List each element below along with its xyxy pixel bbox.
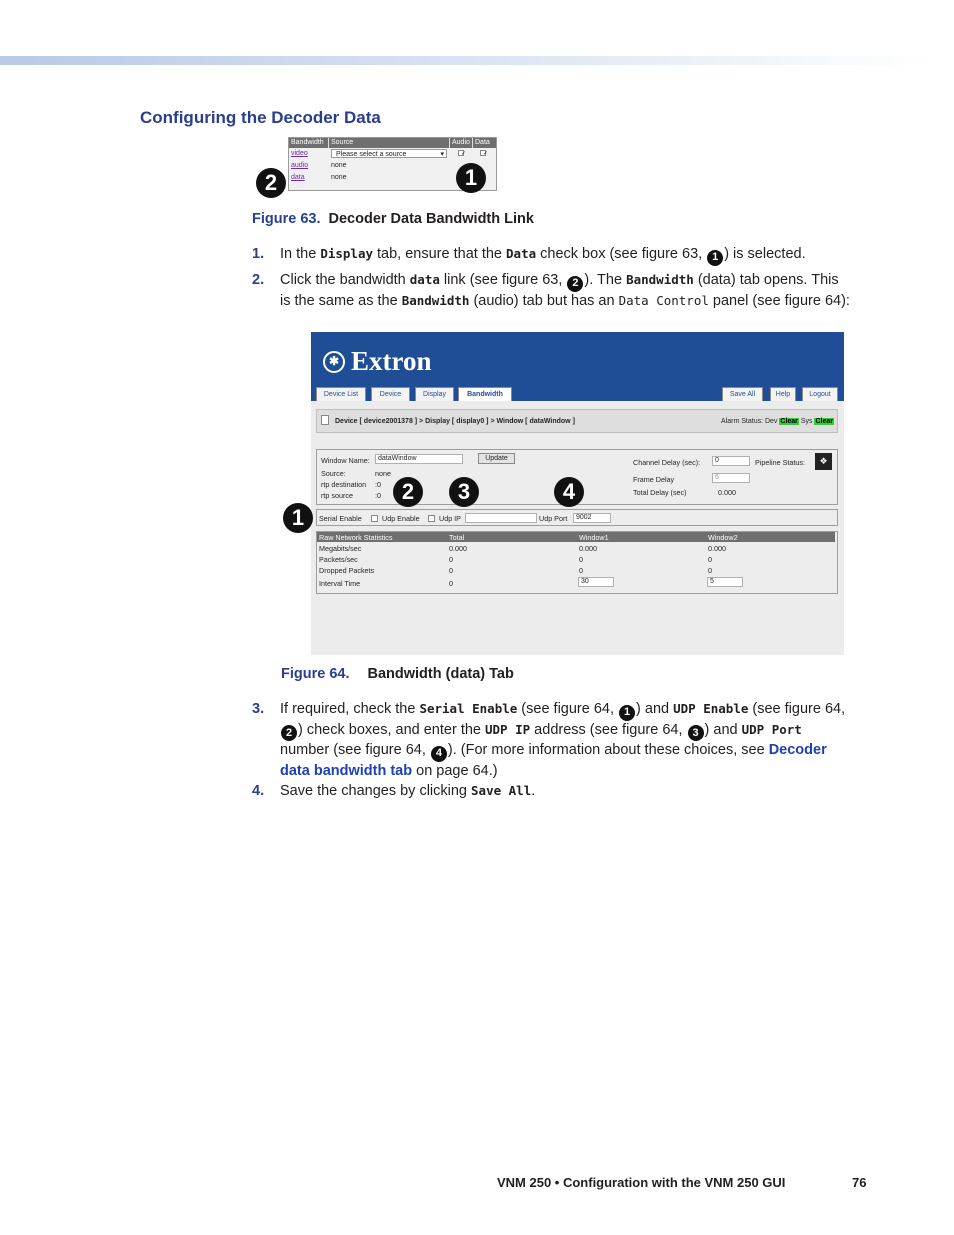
inline-callout-3: 3 [688,725,704,741]
frame-delay-label: Frame Delay [633,475,675,484]
step-1: 1. In the Display tab, ensure that the Data check box (see figure 63, 1 ) is selected. [252,245,852,266]
fig63-header [289,138,496,148]
stats-row-label: Packets/sec [319,555,358,564]
code-data-control: Data Control [618,292,709,308]
udp-port-label: Udp Port [539,514,568,523]
breadcrumb-path: Device [ device2001378 ] > Display [ display0 ] > Window [ dataWindow ] [335,418,575,425]
tab-device-list[interactable]: Device List [316,387,366,401]
page-number: 76 [852,1175,867,1190]
rtp-destination-label: rtp destination [321,480,367,489]
figure-63-title: Decoder Data Bandwidth Link [328,211,534,227]
alarm-sys-badge: Clear [815,418,833,425]
channel-delay-input[interactable]: 0 [712,456,750,466]
stats-row-label: Megabits/sec [319,544,362,553]
fig63-header-source: Source [329,138,450,148]
udp-ip-label: Udp IP [439,514,461,523]
code-save-all: Save All [471,783,532,798]
code-serial-enable: Serial Enable [419,701,518,716]
inline-callout-2: 2 [567,276,583,292]
callout-2: 2 [256,168,286,198]
fig63-link-video[interactable]: video [291,150,308,157]
figure-64-number: Figure 64. [281,666,350,682]
callout-2: 2 [393,477,423,507]
fig63-source-data: none [331,174,347,181]
window-name-label: Window Name: [321,456,370,465]
code-display: Display [320,246,373,261]
callout-1: 1 [283,503,313,533]
rtp-source-value: :0 [375,491,381,500]
rtp-source-label: rtp source [321,491,353,500]
alarm-status: Alarm Status: Dev Clear Sys Clear [721,418,833,425]
dropdown-arrow-icon: ▾ [440,151,444,158]
udp-ip-input[interactable] [465,513,537,523]
serial-enable-checkbox[interactable] [371,515,378,522]
stats-header: Raw Network Statistics Total Window1 Window2 [317,532,835,542]
footer-text: VNM 250 • Configuration with the VNM 250 GUI [497,1175,786,1190]
window2-interval-input[interactable]: 5 [707,577,743,587]
step-3: 3. If required, check the Serial Enable (see figure 64, 1 ) and UDP Enable (see figure 64, 2 ) check boxes, and enter the UDP IP address (see figure 64, 3 ) and UDP Port number (see figure 64, 4 ). (For more information about these choices, see Decoder data bandwidth tab on page 64.) [252,701,846,779]
fig63-header-bandwidth: Bandwidth [289,138,329,148]
fig63-data-checkbox[interactable]: ✓ [480,150,486,156]
fig63-source-select[interactable]: Please select a source ▾ [331,149,447,158]
frame-delay-input[interactable]: 6 [712,473,750,483]
tab-bandwidth[interactable]: Bandwidth [458,387,512,401]
code-bandwidth: Bandwidth [626,272,694,287]
inline-callout-1: 1 [707,250,723,266]
step-4: 4. Save the changes by clicking Save All. [252,783,536,799]
source-label: Source: [321,469,346,478]
serial-enable-label: Serial Enable [319,514,362,523]
fig63-header-data: Data [475,139,490,146]
save-all-button[interactable]: Save All [722,387,763,401]
figure-63-number: Figure 63. [252,211,321,227]
network-statistics-panel: Raw Network Statistics Total Window1 Window2 Megabits/sec 0.000 0.000 0.000 Packets/sec 0 0 0 Dropped Packets 0 0 0 Interval Time 0 30 5 [316,531,838,594]
stats-row-label: Interval Time [319,579,361,588]
code-bandwidth-2: Bandwidth [401,292,470,308]
step-1-number: 1. [252,246,265,262]
callout-3: 3 [449,477,479,507]
fig63-link-data[interactable]: data [291,174,305,181]
tab-device[interactable]: Device [371,387,410,401]
page-icon [321,415,329,425]
extron-logo: ✱ Extron [323,346,432,377]
breadcrumb [316,409,838,433]
window1-interval-input[interactable]: 30 [578,577,614,587]
udp-enable-checkbox[interactable] [428,515,435,522]
inline-callout-2: 2 [281,725,297,741]
code-data: Data [506,246,537,261]
figure-64-caption [281,666,514,682]
logout-button[interactable]: Logout [802,387,838,401]
callout-1: 1 [456,163,486,193]
decoder-data-bandwidth-link[interactable]: Decoder data bandwidth tab [280,742,827,779]
step-2-number: 2. [252,272,265,288]
fig63-source-audio: none [331,162,347,169]
code-data-link: data [409,272,440,287]
step-4-number: 4. [252,783,265,799]
rtp-destination-value: :0 [375,480,381,489]
stats-row-label: Dropped Packets [319,566,375,575]
total-delay-label: Total Delay (sec) [633,488,687,497]
window-name-input[interactable]: dataWindow [375,454,463,464]
section-title: Configuring the Decoder Data [140,108,381,127]
extron-logo-icon: ✱ [323,351,345,373]
figure-63-caption [252,211,534,227]
inline-callout-1: 1 [619,705,635,721]
fig63-link-audio[interactable]: audio [291,162,309,169]
alarm-dev-badge: Clear [780,418,798,425]
pipeline-status-icon: ❖ [815,453,832,470]
fig63-row-video [289,148,496,160]
udp-port-input[interactable]: 9002 [573,513,611,523]
code-udp-port: UDP Port [741,721,802,737]
help-button[interactable]: Help [770,387,796,401]
header-gradient-bar [0,56,930,65]
update-button[interactable]: Update [478,453,515,464]
total-delay-value: 0.000 [718,488,736,497]
udp-enable-label: Udp Enable [382,514,420,523]
code-udp-ip: UDP IP [485,721,531,737]
code-udp-enable: UDP Enable [673,701,749,716]
inline-callout-4: 4 [431,746,447,762]
source-value: none [375,469,391,478]
tab-display[interactable]: Display [415,387,454,401]
step-3-number: 3. [252,701,265,717]
pipeline-status-label: Pipeline Status: [755,458,805,467]
callout-4: 4 [554,477,584,507]
fig63-header-audio: Audio [450,138,473,148]
figure-64-title: Bandwidth (data) Tab [367,666,514,682]
fig63-audio-checkbox[interactable]: ✓ [458,150,464,156]
step-2: 2. Click the bandwidth data link (see figure 63, 2 ). The Bandwidth (data) tab opens. This is the same as the Bandwidth (audio) tab but has an Data Control panel (see figure 64): [252,272,850,309]
channel-delay-label: Channel Delay (sec): [633,458,701,467]
data-control-panel [316,509,838,526]
